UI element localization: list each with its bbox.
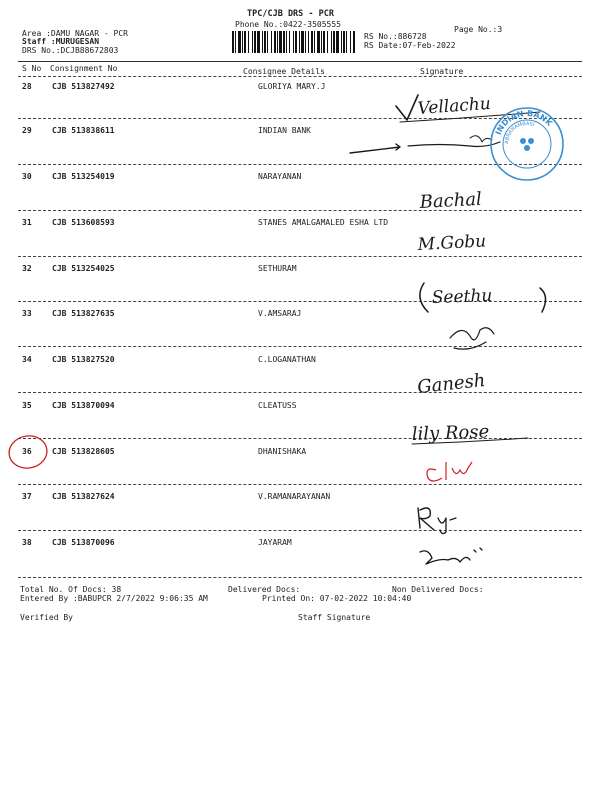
- delivered-docs: Delivered Docs:: [228, 585, 301, 594]
- annotation-scribble: [427, 462, 472, 481]
- rs-number: RS No.:886728: [364, 32, 427, 41]
- signature-row-31: [416, 231, 486, 255]
- bank-stamp: [491, 108, 563, 180]
- row-consignment: CJB 513870096: [52, 538, 115, 547]
- row-sno: 36: [22, 447, 32, 456]
- signature-28-text: Vellachu: [416, 93, 492, 119]
- stamp-logo-icon: [520, 138, 534, 151]
- column-header-consignment: Consignment No: [50, 64, 118, 73]
- signature-row-32: [420, 283, 546, 312]
- row-consignment: CJB 513827520: [52, 355, 115, 364]
- signature-30-text: Bachal: [419, 188, 483, 213]
- signature-row-35: [416, 370, 486, 398]
- row-sno: 34: [22, 355, 32, 364]
- row-consignee: V.AMSARAJ: [258, 309, 302, 318]
- row-consignment: CJB 513827624: [52, 492, 115, 501]
- row-sno: 29: [22, 126, 32, 135]
- row-consignment: CJB 513254025: [52, 264, 115, 273]
- signature-32-text: Seethu: [431, 285, 493, 308]
- area-label: Area :DAMU NAGAR - PCR: [22, 29, 128, 38]
- drs-number: DRS No.:DCJB88672803: [22, 46, 119, 55]
- row-consignment: CJB 513828605: [52, 447, 115, 456]
- row-sno: 38: [22, 538, 32, 547]
- row-consignment: CJB 513838611: [52, 126, 115, 135]
- entered-by: Entered By :BABUPCR 2/7/2022 9:06:35 AM: [20, 594, 208, 603]
- row-consignee: GLORIYA MARY.J: [258, 82, 326, 91]
- staff-signature-label: Staff Signature: [298, 613, 371, 622]
- annotation-circle: [7, 433, 50, 471]
- row-consignment: CJB 513870094: [52, 401, 115, 410]
- signature-row-36: [411, 421, 528, 445]
- row-consignee: INDIAN BANK: [258, 126, 311, 135]
- signature-35-text: Ganesh: [416, 369, 487, 398]
- signature-row-38: [420, 548, 482, 564]
- page-number: Page No.:3: [454, 25, 503, 34]
- printed-on: Printed On: 07-02-2022 10:04:40: [262, 594, 412, 603]
- row-sno: 28: [22, 82, 32, 91]
- column-header-sno: S No: [22, 64, 42, 73]
- column-header-signature: Signature: [420, 67, 464, 76]
- signature-31-text: M.Gobu: [417, 231, 487, 255]
- signature-row-30: [418, 189, 482, 213]
- row-consignee: C.LOGANATHAN: [258, 355, 316, 364]
- row-consignee: SETHURAM: [258, 264, 297, 273]
- row-consignee: NARAYANAN: [258, 172, 302, 181]
- verified-by: Verified By: [20, 613, 73, 622]
- total-docs: Total No. Of Docs: 38: [20, 585, 122, 594]
- signature-row-29: [350, 136, 500, 153]
- row-sno: 35: [22, 401, 32, 410]
- signature-36-text: lily Rose: [411, 421, 490, 445]
- row-consignee: JAYARAM: [258, 538, 292, 547]
- row-sno: 32: [22, 264, 32, 273]
- phone-number: Phone No.:0422-3505555: [235, 20, 341, 29]
- row-consignee: V.RAMANARAYANAN: [258, 492, 331, 501]
- row-consignment: CJB 513608593: [52, 218, 115, 227]
- row-consignee: DHANISHAKA: [258, 447, 307, 456]
- stamp-inner-text: ABRAHAMBASI: [503, 120, 536, 145]
- signature-row-37: [418, 508, 456, 534]
- stamp-outer-text: INDIAN BANK: [493, 108, 554, 137]
- row-sno: 37: [22, 492, 32, 501]
- non-delivered-docs: Non Delivered Docs:: [392, 585, 484, 594]
- row-consignment: CJB 513827635: [52, 309, 115, 318]
- row-consignment: CJB 513827492: [52, 82, 115, 91]
- signature-row-33: [450, 328, 494, 349]
- rs-date: RS Date:07-Feb-2022: [364, 41, 456, 50]
- row-consignee: STANES AMALGAMALED ESHA LTD: [258, 218, 389, 227]
- document-title: TPC/CJB DRS - PCR: [247, 9, 334, 19]
- row-sno: 31: [22, 218, 32, 227]
- row-sno: 30: [22, 172, 32, 181]
- row-consignment: CJB 513254019: [52, 172, 115, 181]
- row-consignee: CLEATUSS: [258, 401, 297, 410]
- staff-label: Staff :MURUGESAN: [22, 37, 100, 46]
- column-header-consignee: Consignee Details: [243, 67, 325, 76]
- row-sno: 33: [22, 309, 32, 318]
- annotation-layer: [7, 433, 472, 481]
